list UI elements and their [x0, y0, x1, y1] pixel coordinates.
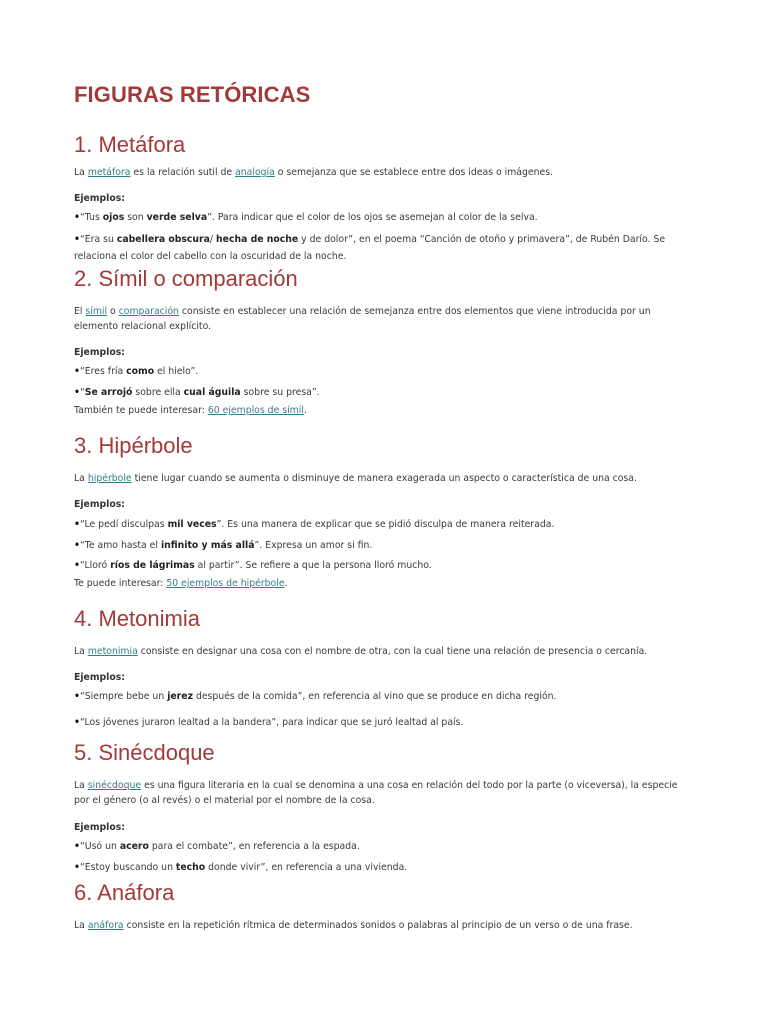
related-link-line: Te puede interesar: 50 ejemplos de hipérbole.	[74, 578, 288, 589]
link-ejemplos-hiperbole[interactable]: 50 ejemplos de hipérbole	[166, 578, 285, 589]
link-comparacion[interactable]: comparación	[118, 306, 179, 317]
link-sinecdoque[interactable]: sinécdoque	[87, 780, 142, 791]
link-metonimia[interactable]: metonimia	[87, 646, 138, 657]
section-heading-hiperbole: 3. Hipérbole	[74, 433, 193, 458]
definition-metafora: La metáfora es la relación sutil de analogía o semejanza que se establece entre dos ideas o imágenes.	[74, 167, 554, 178]
definition-sinecdoque: La sinécdoque es una figura literaria en la cual se denomina a una cosa en relación del todo por la parte (o viceversa), la especie por el género (o al revés) o el material por el nombre de la cosa.	[74, 780, 678, 806]
examples-label: Ejemplos:	[74, 499, 126, 510]
section-heading-simil: 2. Símil o comparación	[74, 266, 298, 291]
link-analogia[interactable]: analogía	[235, 167, 275, 178]
definition-simil: El símil o comparación consiste en establecer una relación de semejanza entre dos elementos que viene introducida por un elemento relacional explícito.	[74, 306, 651, 332]
list-item: •“Eres fría como el hielo”.	[74, 366, 199, 377]
list-item: •“Le pedí disculpas mil veces”. Es una manera de explicar que se pidió disculpa de manera reiterada.	[74, 519, 555, 530]
section-heading-anafora: 6. Anáfora	[74, 880, 175, 905]
list-item: •“Usó un acero para el combate”, en referencia a la espada.	[74, 841, 360, 852]
list-item: •“Lloró ríos de lágrimas al partir”. Se refiere a que la persona lloró mucho.	[74, 560, 432, 571]
list-item: •“Siempre bebe un jerez después de la comida”, en referencia al vino que se produce en dicha región.	[74, 691, 557, 702]
list-item: •“Era su cabellera obscura/ hecha de noche y de dolor”, en el poema “Canción de otoño y primavera”, de Rubén Darío. Se relaciona el color del cabello con la oscuridad de la noche.	[74, 234, 666, 262]
link-metafora[interactable]: metáfora	[87, 167, 131, 178]
document-title: FIGURAS RETÓRICAS	[74, 82, 311, 107]
list-item: •“Se arrojó sobre ella cual águila sobre su presa”.	[74, 387, 320, 398]
related-link-line: También te puede interesar: 60 ejemplos de símil.	[74, 405, 307, 416]
link-simil[interactable]: símil	[85, 306, 108, 317]
examples-label: Ejemplos:	[74, 347, 126, 358]
definition-metonimia: La metonimia consiste en designar una cosa con el nombre de otra, con la cual tiene una relación de presencia o cercanía.	[74, 646, 648, 657]
list-item: •“Los jóvenes juraron lealtad a la bandera”, para indicar que se juró lealtad al país.	[74, 717, 464, 728]
link-ejemplos-simil[interactable]: 60 ejemplos de símil	[207, 405, 304, 416]
definition-anafora: La anáfora consiste en la repetición rítmica de determinados sonidos o palabras al principio de un verso o de una frase.	[74, 920, 633, 931]
list-item: •“Te amo hasta el infinito y más allá”. Expresa un amor si fin.	[74, 540, 373, 551]
list-item: •“Estoy buscando un techo donde vivir”, en referencia a una vivienda.	[74, 862, 408, 873]
examples-label: Ejemplos:	[74, 672, 126, 683]
list-item: •“Tus ojos son verde selva”. Para indicar que el color de los ojos se asemejan al color de la selva.	[74, 212, 538, 223]
section-heading-metafora: 1. Metáfora	[74, 132, 186, 157]
definition-hiperbole: La hipérbole tiene lugar cuando se aumenta o disminuye de manera exagerada un aspecto o característica de una cosa.	[74, 473, 637, 484]
section-heading-sinecdoque: 5. Sinécdoque	[74, 740, 215, 765]
section-heading-metonimia: 4. Metonimia	[74, 606, 200, 631]
link-hiperbole[interactable]: hipérbole	[87, 473, 132, 484]
examples-label: Ejemplos:	[74, 193, 126, 204]
examples-label: Ejemplos:	[74, 822, 126, 833]
link-anafora[interactable]: anáfora	[87, 920, 124, 931]
